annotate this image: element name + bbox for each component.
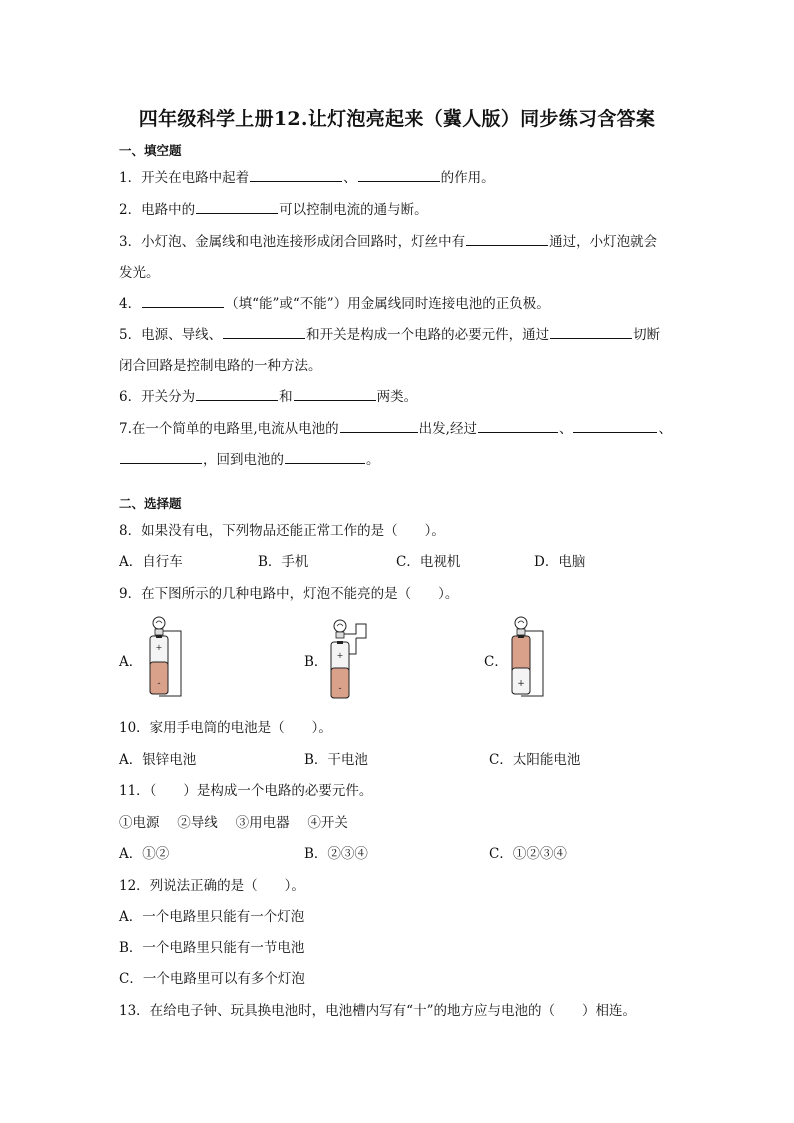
- question-12: 12．列说法正确的是（ ）。: [119, 878, 305, 894]
- minus-sign: -: [157, 679, 161, 689]
- circuit-diagram-c: [507, 614, 557, 700]
- option-9c[interactable]: C．: [484, 654, 508, 670]
- answer-blank[interactable]: [466, 231, 548, 246]
- question-7-continued: ，回到电池的 。: [119, 448, 380, 468]
- bulb-icon: [334, 620, 346, 638]
- question-13: 13．在给电子钟、玩具换电池时，电池槽内写有“十”的地方应与电池的（ ）相连。: [119, 1003, 636, 1019]
- wire-line: [349, 638, 356, 654]
- answer-blank[interactable]: [196, 199, 278, 214]
- answer-blank[interactable]: [478, 418, 558, 433]
- option-10c[interactable]: C．太阳能电池: [489, 752, 581, 768]
- answer-blank[interactable]: [120, 449, 202, 464]
- question-11: 11．（ ）是构成一个电路的必要元件。: [119, 783, 373, 799]
- option-12a[interactable]: A．一个电路里只能有一个灯泡: [119, 909, 305, 925]
- question-5: 5．电源、导线、 和开关是构成一个电路的必要元件，通过 切断: [119, 323, 660, 343]
- bulb-icon: [515, 617, 527, 635]
- question-2: 2．电路中的 可以控制电流的通与断。: [119, 198, 428, 218]
- question-11-items: ①电源 ②导线 ③用电器 ④开关: [119, 815, 348, 831]
- answer-blank[interactable]: [223, 324, 305, 339]
- option-12b[interactable]: B．一个电路里只能有一节电池: [119, 940, 305, 956]
- answer-blank[interactable]: [294, 386, 376, 401]
- question-6: 6．开关分为 和 两类。: [119, 385, 417, 405]
- question-1: 1．开关在电路中起着 、 的作用。: [119, 166, 495, 186]
- option-10a[interactable]: A．银锌电池: [119, 752, 197, 768]
- option-8a[interactable]: A．自行车: [119, 554, 183, 570]
- answer-blank[interactable]: [358, 167, 440, 182]
- answer-blank[interactable]: [196, 386, 278, 401]
- option-11a[interactable]: A．①②: [119, 846, 170, 862]
- option-9a[interactable]: A．: [119, 654, 143, 670]
- option-8d[interactable]: D．电脑: [534, 554, 586, 570]
- section-choice-heading: 二、选择题: [119, 496, 182, 511]
- answer-blank[interactable]: [550, 324, 632, 339]
- answer-blank[interactable]: [285, 449, 365, 464]
- answer-blank[interactable]: [250, 167, 342, 182]
- option-10b[interactable]: B．干电池: [304, 752, 368, 768]
- question-4: 4． （填“能”或“不能”）用金属线同时连接电池的正负极。: [119, 292, 550, 312]
- answer-blank[interactable]: [573, 418, 657, 433]
- plus-sign: +: [155, 643, 163, 652]
- question-7: 7.在一个简单的电路里,电流从电池的 出发,经过 、 、: [119, 417, 672, 437]
- question-8: 8．如果没有电，下列物品还能正常工作的是（ ）。: [119, 523, 445, 539]
- question-5-continued: 闭合回路是控制电路的一种方法。: [119, 358, 322, 374]
- plus-sign: +: [336, 651, 344, 660]
- question-3: 3．小灯泡、金属线和电池连接形成闭合回路时，灯丝中有 通过，小灯泡就会: [119, 230, 657, 250]
- option-11b[interactable]: B．②③④: [304, 846, 368, 862]
- bulb-icon: [153, 617, 165, 635]
- page-title: 四年级科学上册12.让灯泡亮起来（冀人版）同步练习含答案: [138, 108, 656, 130]
- option-9b[interactable]: B．: [304, 654, 328, 670]
- minus-sign: -: [338, 684, 342, 694]
- option-8c[interactable]: C．电视机: [396, 554, 461, 570]
- question-3-continued: 发光。: [119, 265, 160, 281]
- option-11c[interactable]: C．①②③④: [489, 846, 567, 862]
- question-9: 9．在下图所示的几种电路中，灯泡不能亮的是（ ）。: [119, 586, 459, 602]
- answer-blank[interactable]: [142, 293, 224, 308]
- question-10: 10．家用手电筒的电池是（ ）。: [119, 720, 332, 736]
- answer-blank[interactable]: [340, 418, 418, 433]
- circuit-diagram-a: [145, 614, 195, 700]
- circuit-diagram-b: [326, 614, 376, 700]
- wire-line: [344, 624, 366, 638]
- section-fill-heading: 一、填空题: [119, 143, 182, 158]
- option-12c[interactable]: C．一个电路里可以有多个灯泡: [119, 971, 305, 987]
- option-8b[interactable]: B．手机: [258, 554, 309, 570]
- plus-sign: +: [517, 679, 525, 689]
